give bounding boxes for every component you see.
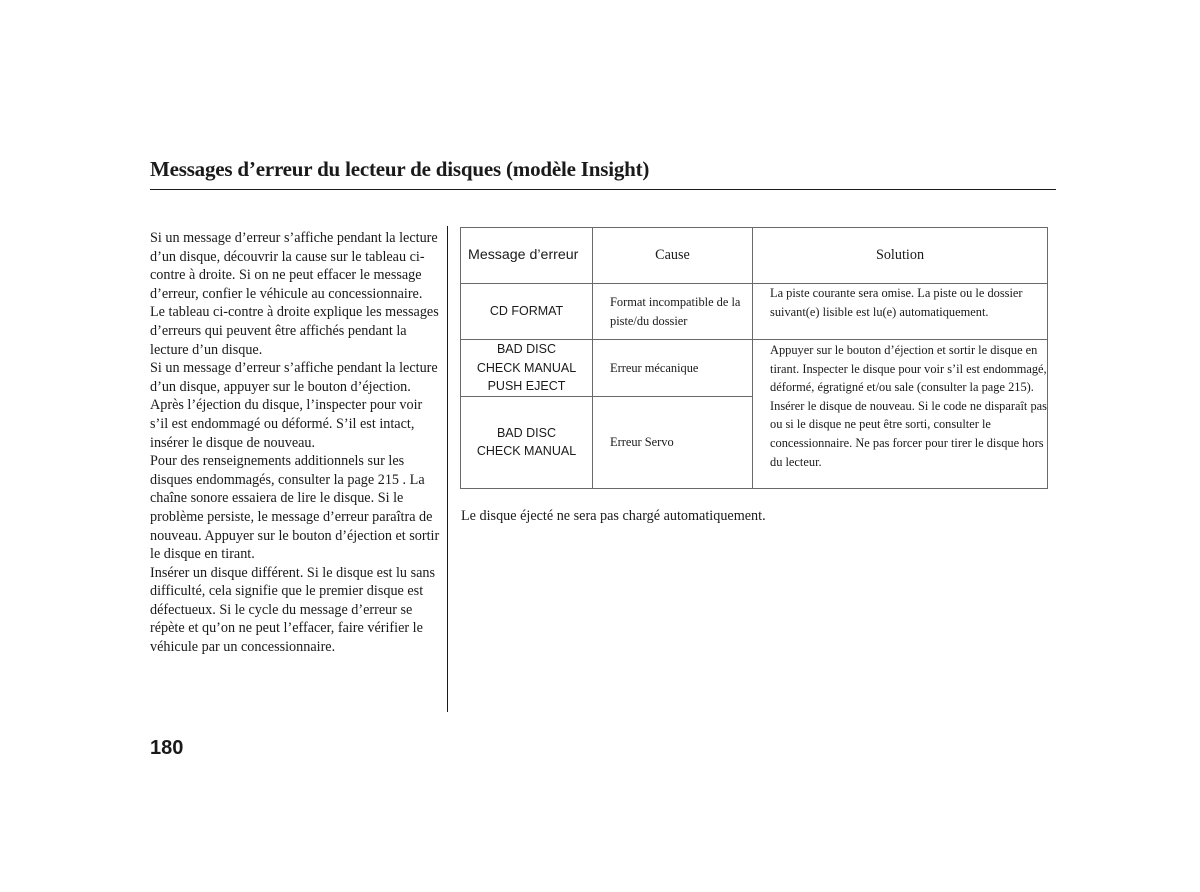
error-messages-table — [460, 227, 1048, 489]
error-message-line: BAD DISC — [496, 425, 557, 440]
solution-cell: Appuyer sur le bouton d’éjection et sortir le disque en tirant. Inspecter le disque pour voir s’il est endommagé, déformé, égratigné et/ou sale (consulter la page 215). Insérer le disque de nouveau. Si le code ne disparaît pas ou si le disque ne peut être sorti, consulter le concessionnaire. Ne pas forcer pour tirer le disque hors du lecteur. — [753, 340, 1048, 489]
table-row — [461, 284, 1048, 340]
error-message-cell — [461, 340, 593, 397]
page-number: 180 — [150, 737, 184, 759]
error-message-line: CHECK MANUAL — [476, 360, 577, 375]
cause-cell: Erreur Servo — [593, 396, 753, 488]
error-message-line: CD FORMAT — [489, 304, 564, 319]
table-note: Le disque éjecté ne sera pas chargé automatiquement. — [461, 508, 766, 524]
column-divider — [447, 226, 448, 712]
table-row — [461, 340, 1048, 397]
error-message-line: PUSH EJECT — [487, 379, 566, 394]
paragraph: Le tableau ci-contre à droite explique les messages d’erreurs qui peuvent être affichés pendant la lecture d’un disque. — [150, 304, 439, 358]
solution-cell: La piste courante sera omise. La piste ou le dossier suivant(e) lisible est lu(e) automatiquement. — [753, 284, 1048, 340]
error-message-cell — [461, 396, 593, 488]
paragraph: Insérer un disque différent. Si le disque est lu sans difficulté, cela signifie que le premier disque est défectueux. Si le cycle du message d’erreur se répète et qu’on ne peut l’effacer, faire vérifier le véhicule par un concessionnaire. — [150, 564, 436, 656]
paragraph: Si un message d’erreur s’affiche pendant la lecture d’un disque, appuyer sur le bouton d’éjection. Après l’éjection du disque, l’inspecter pour voir s’il est endommagé ou déformé. S’il est intact, insérer le disque de nouveau. — [150, 360, 438, 451]
error-message-line: CHECK MANUAL — [476, 444, 577, 459]
intro-text — [150, 229, 440, 657]
error-message-line: BAD DISC — [496, 342, 557, 356]
table-header-row — [461, 228, 1048, 284]
page-title: Messages d’erreur du lecteur de disques (modèle Insight) — [150, 157, 650, 181]
title-divider — [150, 189, 1056, 190]
header-cause: Cause — [593, 228, 753, 284]
error-message-cell — [461, 284, 593, 340]
paragraph: Si un message d’erreur s’affiche pendant la lecture d’un disque, découvrir la cause sur le tableau ci-contre à droite. Si on ne peut effacer le message d’erreur, confier le véhicule au concessionnaire. — [150, 230, 438, 302]
header-message: Message d’erreur — [461, 228, 593, 284]
cause-cell: Format incompatible de la piste/du dossier — [593, 284, 753, 340]
paragraph: Pour des renseignements additionnels sur les disques endommagés, consulter la page 215 . La chaîne sonore essaiera de lire le disque. Si le problème persiste, le message d’erreur paraîtra de nouveau. Appuyer sur le bouton d’éjection et sortir le disque en tirant. — [150, 453, 440, 563]
header-solution: Solution — [753, 228, 1048, 284]
cause-cell: Erreur mécanique — [593, 340, 753, 397]
